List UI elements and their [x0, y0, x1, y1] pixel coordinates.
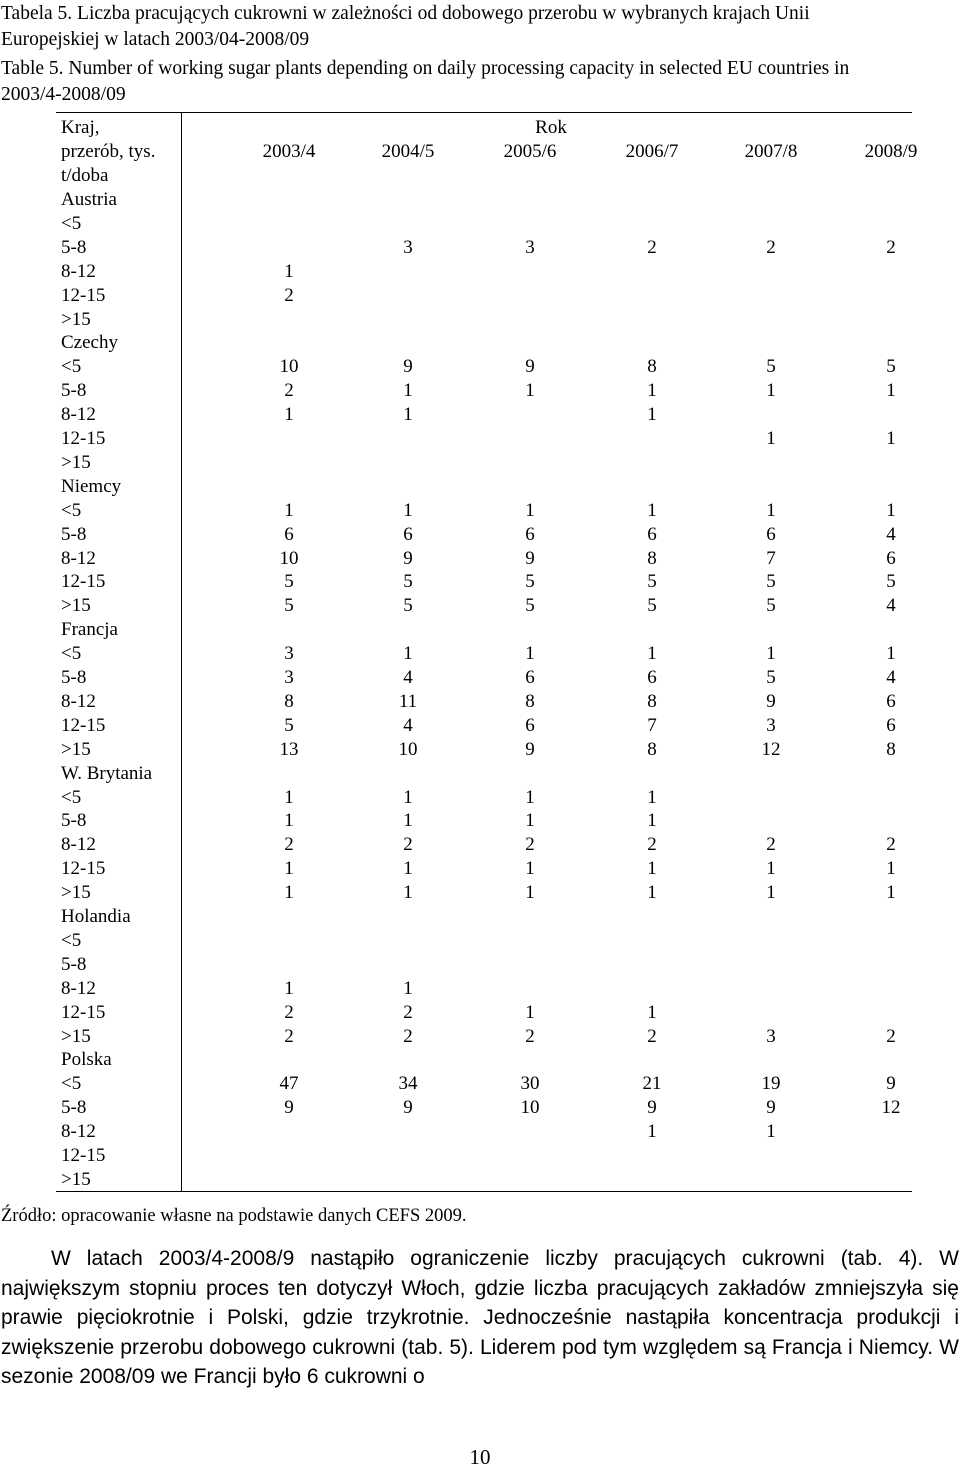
- table-cell: 9: [403, 547, 413, 569]
- country-label: Czechy: [61, 332, 118, 354]
- table-cell: 6: [403, 523, 413, 545]
- capacity-label: 12-15: [61, 284, 106, 306]
- table-cell: 5: [766, 356, 776, 378]
- table-cell: 8: [647, 690, 657, 712]
- table-cell: 10: [520, 1097, 540, 1119]
- capacity-label: <5: [61, 786, 82, 808]
- capacity-label: <5: [61, 643, 82, 665]
- table-cell: 3: [284, 643, 294, 665]
- table-cell: 1: [647, 882, 657, 904]
- table-cell: 8: [525, 690, 535, 712]
- capacity-label: 12-15: [61, 714, 106, 736]
- table-cell: 1: [284, 260, 294, 282]
- table-cell: 1: [647, 1121, 657, 1143]
- table-cell: 5: [284, 571, 294, 593]
- capacity-label: 5-8: [61, 523, 87, 545]
- table-cell: 1: [525, 786, 535, 808]
- table-cell: 1: [403, 499, 413, 521]
- table-cell: 1: [525, 643, 535, 665]
- capacity-label: >15: [61, 308, 91, 330]
- table-cell: 6: [886, 547, 896, 569]
- table-cell: 2: [525, 1025, 535, 1047]
- table-cell: 1: [403, 404, 413, 426]
- capacity-label: 8-12: [61, 260, 96, 282]
- capacity-label: >15: [61, 738, 91, 760]
- table-cell: 1: [403, 858, 413, 880]
- table-cell: 1: [403, 643, 413, 665]
- table-cell: 1: [886, 643, 896, 665]
- table-cell: 9: [525, 738, 535, 760]
- table-cell: 2: [284, 834, 294, 856]
- table-cell: 9: [647, 1097, 657, 1119]
- country-label: W. Brytania: [61, 762, 153, 784]
- table-cell: 5: [403, 571, 413, 593]
- year-header: 2003/4: [262, 141, 316, 162]
- capacity-label: 12-15: [61, 428, 106, 449]
- table-cell: 7: [647, 714, 657, 736]
- table-cell: 8: [647, 356, 657, 378]
- table-cell: 6: [525, 667, 535, 688]
- table-cell: 9: [403, 1097, 413, 1119]
- table-cell: 4: [886, 523, 896, 545]
- table-cell: 4: [886, 595, 896, 617]
- table-cell: 10: [279, 547, 299, 569]
- table-cell: 8: [886, 738, 896, 760]
- table-cell: 1: [284, 499, 294, 521]
- table-cell: 21: [642, 1073, 662, 1095]
- table-cell: 9: [886, 1073, 896, 1095]
- table-cell: 9: [766, 690, 776, 712]
- table-cell: 1: [647, 404, 657, 426]
- table-cell: 1: [525, 380, 535, 402]
- table-cell: 1: [886, 499, 896, 521]
- capacity-label: 8-12: [61, 547, 96, 569]
- table-cell: 1: [886, 858, 896, 880]
- capacity-label: 5-8: [61, 667, 87, 688]
- table-cell: 2: [403, 1001, 413, 1023]
- table-cell: 1: [284, 404, 294, 426]
- table-cell: 2: [766, 834, 776, 856]
- capacity-label: 8-12: [61, 404, 96, 426]
- capacity-label: 8-12: [61, 690, 96, 712]
- capacity-label: 12-15: [61, 571, 106, 593]
- table-cell: 1: [766, 643, 776, 665]
- table-cell: 5: [886, 571, 896, 593]
- table-cell: 9: [284, 1097, 294, 1119]
- table-cell: 1: [284, 977, 294, 999]
- table-cell: 4: [886, 667, 896, 688]
- table-cell: 4: [403, 667, 413, 688]
- body-paragraph-text: W latach 2003/4-2008/9 nastąpiło ograniczenie liczby pracujących cukrowni (tab. 4). W największym stopniu proces ten dotyczył Włoch, gdzie liczba pracujących zakładów zmniejszyła się prawie pięciokrotnie i Polski, gdzie trzykrotnie. Jednocześnie nastąpiła koncentracja produkcji i zwiększenie przerobu dobowego cukrowni (tab. 5). Liderem pod tym względem są Francja i Niemcy. W sezonie 2008/09 we Francji było 6 cukrowni o: [1, 1247, 959, 1388]
- table-cell: 6: [766, 523, 776, 545]
- table-cell: 1: [284, 858, 294, 880]
- row-header-line2: przerób, tys.: [61, 141, 156, 162]
- table-cell: 9: [766, 1097, 776, 1119]
- table-cell: 2: [525, 834, 535, 856]
- table-cell: 9: [403, 356, 413, 378]
- table-cell: 5: [766, 595, 776, 617]
- table-cell: 2: [284, 380, 294, 402]
- capacity-label: 5-8: [61, 810, 87, 832]
- table-cell: 5: [525, 595, 535, 617]
- table-bottom-rule: [56, 1191, 912, 1192]
- capacity-label: <5: [61, 356, 82, 378]
- table-cell: 1: [647, 786, 657, 808]
- table-cell: 1: [647, 499, 657, 521]
- table-cell: 1: [886, 380, 896, 402]
- table-cell: 1: [886, 882, 896, 904]
- table-cell: 1: [403, 786, 413, 808]
- table-cell: 2: [403, 834, 413, 856]
- capacity-label: <5: [61, 1073, 82, 1095]
- year-header: 2007/8: [744, 141, 798, 162]
- table-cell: 1: [403, 810, 413, 832]
- country-label: Holandia: [61, 906, 131, 927]
- row-header-line3: t/doba: [61, 165, 109, 186]
- table-cell: 5: [284, 595, 294, 617]
- table-cell: 3: [403, 236, 413, 258]
- table-cell: 5: [647, 571, 657, 593]
- table-cell: 1: [284, 882, 294, 904]
- table-cell: 1: [766, 380, 776, 402]
- table-cell: 1: [403, 380, 413, 402]
- table-cell: 2: [886, 834, 896, 856]
- capacity-label: >15: [61, 882, 91, 904]
- table-cell: 34: [398, 1073, 418, 1095]
- table-cell: 7: [766, 547, 776, 569]
- table-cell: 3: [284, 667, 294, 688]
- table-cell: 1: [525, 499, 535, 521]
- table-cell: 2: [284, 1001, 294, 1023]
- body-paragraph: [1, 1244, 959, 1392]
- table-cell: 1: [647, 1001, 657, 1023]
- table-cell: 1: [403, 882, 413, 904]
- table-cell: 5: [525, 571, 535, 593]
- table-cell: 47: [279, 1073, 299, 1095]
- table-cell: 2: [886, 236, 896, 258]
- table-cell: 1: [766, 858, 776, 880]
- capacity-label: 12-15: [61, 1145, 106, 1166]
- table-cell: 9: [525, 356, 535, 378]
- country-label: Polska: [61, 1049, 112, 1071]
- table-cell: 1: [886, 428, 896, 449]
- table-cell: 1: [525, 858, 535, 880]
- table-cell: 2: [647, 236, 657, 258]
- capacity-label: >15: [61, 1168, 91, 1190]
- table-cell: 9: [525, 547, 535, 569]
- table-cell: 3: [525, 236, 535, 258]
- capacity-label: >15: [61, 451, 91, 473]
- capacity-label: 5-8: [61, 953, 87, 975]
- table-cell: 1: [525, 810, 535, 832]
- table-cell: 2: [886, 1025, 896, 1047]
- stub-column-rule: [181, 112, 182, 1192]
- table-cell: 2: [284, 284, 294, 306]
- table-cell: 1: [766, 882, 776, 904]
- capacity-label: >15: [61, 1025, 91, 1047]
- country-label: Austria: [61, 189, 117, 210]
- table-cell: 10: [279, 356, 299, 378]
- table-cell: 3: [766, 1025, 776, 1047]
- table-cell: 3: [766, 714, 776, 736]
- table-cell: 6: [647, 667, 657, 688]
- table-cell: 2: [647, 1025, 657, 1047]
- table-cell: 1: [766, 428, 776, 449]
- table-cell: 5: [403, 595, 413, 617]
- capacity-label: 12-15: [61, 858, 106, 880]
- table-cell: 1: [525, 882, 535, 904]
- row-header-line1: Kraj,: [61, 117, 100, 138]
- table-cell: 1: [647, 858, 657, 880]
- table-cell: 6: [284, 523, 294, 545]
- source-note: Źródło: opracowanie własne na podstawie danych CEFS 2009.: [1, 1206, 467, 1226]
- table-cell: 6: [525, 523, 535, 545]
- table-cell: 1: [647, 810, 657, 832]
- capacity-label: 12-15: [61, 1001, 106, 1023]
- table-cell: 30: [520, 1073, 540, 1095]
- table-cell: 1: [525, 1001, 535, 1023]
- country-label: Niemcy: [61, 475, 122, 497]
- capacity-label: <5: [61, 212, 82, 234]
- capacity-label: <5: [61, 499, 82, 521]
- table-cell: 13: [279, 738, 299, 760]
- table-cell: 8: [647, 738, 657, 760]
- year-header: 2004/5: [381, 141, 435, 162]
- year-header: 2008/9: [864, 141, 918, 162]
- table-cell: 2: [284, 1025, 294, 1047]
- capacity-label: <5: [61, 929, 82, 951]
- capacity-label: 5-8: [61, 380, 87, 402]
- table-cell: 5: [284, 714, 294, 736]
- capacity-label: 8-12: [61, 834, 96, 856]
- table-cell: 2: [647, 834, 657, 856]
- table-top-rule: [56, 112, 912, 113]
- table-cell: 5: [766, 667, 776, 688]
- page-number: 10: [469, 1445, 491, 1469]
- capacity-label: 8-12: [61, 1121, 96, 1143]
- capacity-label: 8-12: [61, 977, 96, 999]
- table-cell: 1: [647, 643, 657, 665]
- table-cell: 1: [766, 1121, 776, 1143]
- table-caption-english: Table 5. Number of working sugar plants depending on daily processing capacity in selected EU countries in 2003/4-2008/09: [1, 58, 850, 105]
- year-header: 2006/7: [625, 141, 679, 162]
- capacity-label: >15: [61, 595, 91, 617]
- table-cell: 12: [881, 1097, 901, 1119]
- table-cell: 6: [647, 523, 657, 545]
- table-cell: 11: [398, 690, 418, 712]
- table-cell: 1: [647, 380, 657, 402]
- table-cell: 1: [284, 810, 294, 832]
- table-cell: 12: [761, 738, 781, 760]
- table-cell: 4: [403, 714, 413, 736]
- table-cell: 6: [525, 714, 535, 736]
- table-cell: 5: [886, 356, 896, 378]
- table-cell: 10: [398, 738, 418, 760]
- country-label: Francja: [61, 619, 118, 641]
- table-cell: 2: [403, 1025, 413, 1047]
- table-cell: 8: [647, 547, 657, 569]
- table-caption-polish: Tabela 5. Liczba pracujących cukrowni w zależności od dobowego przerobu w wybranych krajach Unii Europejskiej w latach 2003/04-2008/09: [1, 3, 810, 50]
- table-cell: 5: [647, 595, 657, 617]
- table-cell: 6: [886, 690, 896, 712]
- table-cell: 1: [766, 499, 776, 521]
- table-cell: 2: [766, 236, 776, 258]
- year-header: 2005/6: [503, 141, 557, 162]
- capacity-label: 5-8: [61, 1097, 87, 1119]
- table-cell: 19: [761, 1073, 781, 1095]
- capacity-label: 5-8: [61, 236, 87, 258]
- table-cell: 1: [284, 786, 294, 808]
- table-cell: 8: [284, 690, 294, 712]
- table-cell: 1: [403, 977, 413, 999]
- table-cell: 6: [886, 714, 896, 736]
- table-cell: 5: [766, 571, 776, 593]
- year-group-label: Rok: [535, 117, 567, 138]
